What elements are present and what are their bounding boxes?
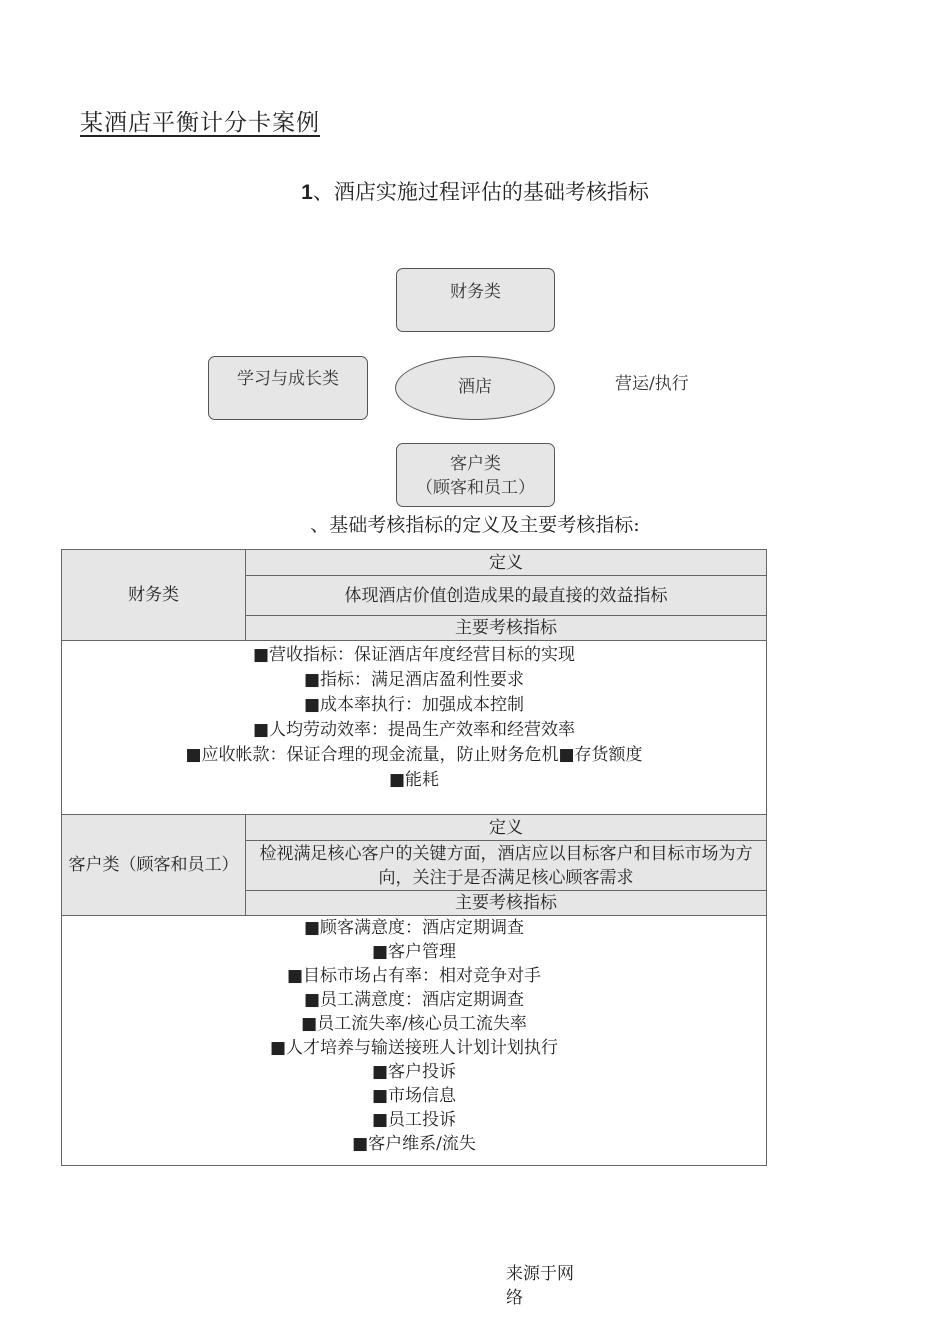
finance-definition: 体现酒店价值创造成果的最直接的效益指标 (246, 576, 767, 616)
list-item: ■人均劳动效率：提咼生产效率和经营效率 (252, 720, 576, 740)
diagram-customer-box (396, 443, 555, 507)
customer-category-cell: 客户类（顾客和员工） (62, 815, 246, 916)
finance-kpi-header: 主要考核指标 (246, 616, 767, 641)
finance-kpi-list (62, 641, 767, 815)
customer-kpi-list (62, 916, 767, 1166)
section-2-heading: 、基础考核指标的定义及主要考核指标: (310, 514, 640, 536)
section-1-text: 、酒店实施过程评估的基础考核指标 (312, 180, 649, 204)
list-item: ■指标：满足酒店盈利性要求 (303, 670, 525, 690)
customer-kpi-header: 主要考核指标 (246, 891, 767, 916)
diagram-customer-line2: （顾客和员工） (416, 478, 535, 498)
diagram-operations-label: 营运/执行 (615, 374, 689, 394)
kpi-table (61, 549, 767, 1166)
list-item: ■客户投诉 (371, 1062, 457, 1082)
document-title: 某酒店平衡计分卡案例 (80, 110, 320, 136)
list-item: ■人才培养与输送接班人计划计划执行 (269, 1038, 559, 1058)
list-item: ■市场信息 (371, 1086, 457, 1106)
list-item: ■应收帐款：保证合理的现金流量，防止财务危机■存货额度 (185, 745, 643, 765)
source-footer (506, 1262, 574, 1310)
customer-definition-header: 定义 (246, 815, 767, 841)
list-item: ■成本率执行：加强成本控制 (303, 695, 525, 715)
list-item: ■员工投诉 (371, 1110, 457, 1130)
list-item: ■员工满意度：酒店定期调查 (303, 990, 525, 1010)
diagram-hotel-oval: 酒店 (395, 356, 555, 420)
diagram-customer-line1: 客户类 (450, 454, 501, 474)
list-item: ■客户管理 (371, 942, 457, 962)
source-footer-line1: 来源于网 (506, 1264, 574, 1284)
source-footer-line2: 络 (506, 1288, 523, 1308)
finance-category-cell: 财务类 (62, 550, 246, 641)
list-item: ■客户维系/流失 (352, 1134, 476, 1154)
diagram-learning-box: 学习与成长类 (208, 356, 368, 420)
section-1-number: 1 (301, 181, 313, 204)
section-1-heading (0, 176, 950, 206)
list-item: ■目标市场占有率：相对竞争对手 (286, 966, 542, 986)
list-item: ■营收指标：保证酒店年度经营目标的实现 (252, 645, 576, 665)
list-item: ■能耗 (388, 770, 440, 790)
list-item: ■员工流失率/核心员工流失率 (301, 1014, 527, 1034)
finance-definition-header: 定义 (246, 550, 767, 576)
customer-definition: 检视满足核心客户的关键方面，酒店应以目标客户和目标市场为方向，关注于是否满足核心顾客需求 (246, 841, 767, 891)
diagram-finance-box: 财务类 (396, 268, 555, 332)
list-item: ■顾客满意度：酒店定期调查 (303, 918, 525, 938)
